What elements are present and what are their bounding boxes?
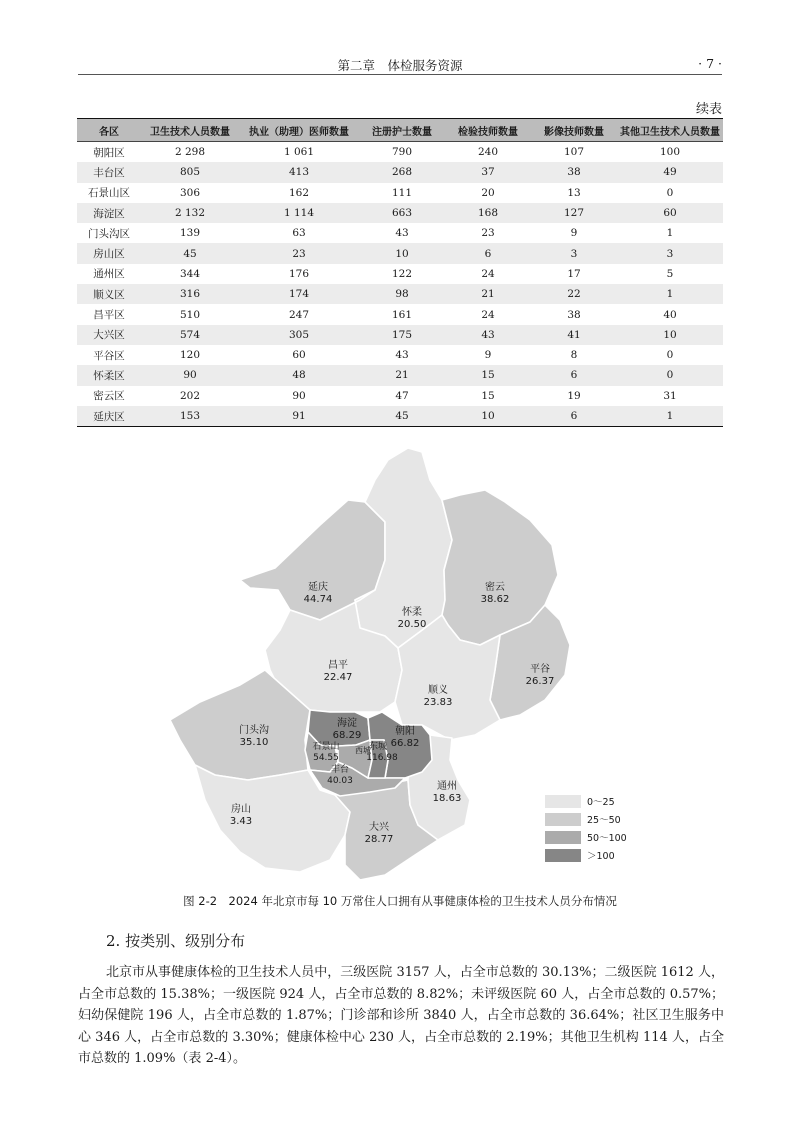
map-label-dongcheng: 东城 116.98 [366,742,398,763]
table-cell: 413 [239,162,359,182]
legend-label: ＞100 [587,851,615,862]
table-row [77,264,723,284]
column-header: 其他卫生技术人员数量 [617,119,723,142]
table-row [77,345,723,365]
table-cell: 1 [666,227,674,240]
table-row [77,142,723,163]
table-cell: 17 [567,267,581,280]
legend-label: 0～25 [587,797,615,808]
column-header: 执业（助理）医师数量 [239,119,359,142]
table-cell: 153 [141,406,239,427]
table-cell: 316 [141,284,239,304]
legend-swatch-2 [545,831,581,844]
table-cell: 162 [288,186,310,199]
table-cell: 1 [617,406,723,427]
district-name-cell: 丰台区 [77,162,141,182]
column-header: 各区 [77,119,141,142]
table-cell: 45 [141,243,239,263]
table-cell: 90 [292,389,306,402]
legend-swatch-1 [545,813,581,826]
table-cell: 5 [666,267,674,280]
table-row [77,203,723,223]
district-name-cell: 房山区 [77,243,141,263]
table-cell: 9 [484,349,492,362]
table-row [77,223,723,243]
beijing-district-map [160,440,640,890]
legend-label: 25～50 [587,815,621,826]
table-cell: 24 [481,308,495,321]
table-cell: 107 [563,146,585,159]
table-cell: 43 [445,325,531,345]
table-cell: 510 [179,308,201,321]
table-cell: 24 [481,267,495,280]
table-cell: 1 114 [239,203,359,223]
district-name-cell: 怀柔区 [77,365,141,385]
table-cell: 8 [570,349,578,362]
table-cell: 2 132 [141,203,239,223]
table-cell: 23 [481,227,495,240]
table-cell: 37 [445,162,531,182]
table-cell: 38 [531,162,617,182]
table-cell: 139 [179,227,201,240]
map-label-miyun: 密云 38.62 [480,582,510,605]
map-label-shunyi: 顺义 23.83 [423,685,453,708]
table-cell: 176 [288,267,310,280]
table-cell: 60 [617,203,723,223]
table-cell: 168 [445,203,531,223]
table-cell: 10 [359,243,445,263]
district-name-cell: 平谷区 [93,349,125,362]
district-name-cell: 大兴区 [77,325,141,345]
table-cell: 574 [141,325,239,345]
district-name-cell: 朝阳区 [93,146,125,159]
map-label-shijingshan: 石景山 54.55 [312,742,340,763]
table-row [77,325,723,345]
district-name-cell: 顺义区 [77,284,141,304]
table-cell: 43 [395,349,409,362]
table-cell: 15 [481,389,495,402]
body-paragraph: 北京市从事健康体检的卫生技术人员中，三级医院 3157 人，占全市总数的 30.13%；二级医院 1612 人，占全市总数的 15.38%；一级医院 924 人，占全市总数的 8.82%；未评级医院 60 人，占全市总数的 0.57%；妇幼保健院 196 人，占全市总数的 1.87%；门诊部和诊所 3840 人，占全市总数的 36.64%；社区卫生服务中心 346 人，占全市总数的 3.30%；健康体检中心 230 人，占全市总数的 2.19%；其他卫生机构 114 人，占全市总数的 1.09%（表 2-4）。 [78,965,724,1066]
table-cell: 0 [617,365,723,385]
district-staff-table [77,118,723,427]
table-cell: 0 [666,349,674,362]
table-cell: 48 [239,365,359,385]
map-label-changping: 昌平 22.47 [323,660,353,683]
table-cell: 268 [359,162,445,182]
table-cell: 127 [531,203,617,223]
table-cell: 120 [179,349,201,362]
table-row [77,243,723,263]
table-row [77,304,723,324]
table-cell: 43 [395,227,409,240]
map-label-huairou: 怀柔 20.50 [397,607,427,630]
table-cell: 790 [391,146,413,159]
map-label-daxing: 大兴 28.77 [364,822,394,845]
district-name-cell: 石景山区 [88,187,130,200]
table-cell: 0 [666,186,674,199]
table-cell: 31 [663,389,677,402]
table-cell: 60 [292,349,306,362]
map-label-fengtai: 丰台 40.03 [327,765,353,786]
table-body [77,142,723,427]
map-label-chaoyang: 朝阳 66.82 [390,726,420,749]
table-cell: 805 [141,162,239,182]
map-legend [545,795,627,862]
district-name-cell: 门头沟区 [88,227,130,240]
legend-label: 50～100 [587,833,627,844]
table-cell: 6 [531,365,617,385]
table-continued-label: 续表 [695,102,722,117]
table-cell: 174 [239,284,359,304]
table-cell: 40 [663,308,677,321]
table-cell: 22 [531,284,617,304]
figure-caption: 图 2-2 2024 年北京市每 10 万常住人口拥有从事健康体检的卫生技术人员分布情况 [183,894,617,908]
table-cell: 111 [391,186,413,199]
district-name-cell: 延庆区 [77,406,141,427]
table-cell: 63 [292,227,306,240]
district-name-cell: 通州区 [93,268,125,281]
column-header: 影像技师数量 [531,119,617,142]
table-cell: 21 [359,365,445,385]
table-cell: 1 061 [283,146,315,159]
map-label-mentougou: 门头沟 35.10 [239,725,269,748]
table-cell: 49 [617,162,723,182]
chapter-title: 第二章 体检服务资源 [337,58,463,73]
table-cell: 1 [617,284,723,304]
table-cell: 161 [391,308,413,321]
map-label-yanqing: 延庆 44.74 [303,582,333,605]
table-cell: 10 [617,325,723,345]
section-heading: 2. 按类别、级别分布 [106,932,246,950]
map-label-tongzhou: 通州 18.63 [432,781,462,804]
column-header: 检验技师数量 [445,119,531,142]
district-name-cell: 海淀区 [77,203,141,223]
table-cell: 3 [617,243,723,263]
table-cell: 38 [567,308,581,321]
column-header: 注册护士数量 [359,119,445,142]
table-row [77,183,723,203]
table-cell: 47 [395,389,409,402]
table-cell: 6 [445,243,531,263]
table-row [77,406,723,427]
table-cell: 240 [477,146,499,159]
column-header: 卫生技术人员数量 [141,119,239,142]
table-row [77,162,723,182]
district-name-cell: 密云区 [93,390,125,403]
legend-swatch-0 [545,795,581,808]
page-number: · 7 · [698,56,722,71]
table-cell: 23 [239,243,359,263]
table-cell: 663 [359,203,445,223]
table-row [77,284,723,304]
table-cell: 41 [531,325,617,345]
running-header [78,56,722,75]
district-name-cell: 昌平区 [93,309,125,322]
table-cell: 20 [481,186,495,199]
table-cell: 100 [659,146,681,159]
map-label-xicheng: 西城 [355,746,371,755]
table-cell: 98 [359,284,445,304]
map-label-haidian: 海淀 68.29 [332,718,362,741]
table-cell: 91 [239,406,359,427]
table-cell: 15 [445,365,531,385]
table-cell: 3 [531,243,617,263]
table-cell: 13 [567,186,581,199]
map-label-pinggu: 平谷 26.37 [525,664,555,687]
table-cell: 45 [359,406,445,427]
table-cell: 9 [570,227,578,240]
table-cell: 305 [239,325,359,345]
table-cell: 247 [288,308,310,321]
table-cell: 90 [141,365,239,385]
table-cell: 122 [391,267,413,280]
table-cell: 306 [179,186,201,199]
table-cell: 6 [531,406,617,427]
table-row [77,386,723,406]
map-label-fangshan: 房山 3.43 [229,804,253,827]
table-row [77,365,723,385]
table-cell: 21 [445,284,531,304]
table-cell: 2 298 [174,146,206,159]
table-cell: 10 [445,406,531,427]
table-cell: 344 [179,267,201,280]
table-cell: 202 [179,389,201,402]
table-cell: 19 [567,389,581,402]
table-cell: 175 [359,325,445,345]
legend-swatch-3 [545,849,581,862]
table-header-row [77,119,723,142]
